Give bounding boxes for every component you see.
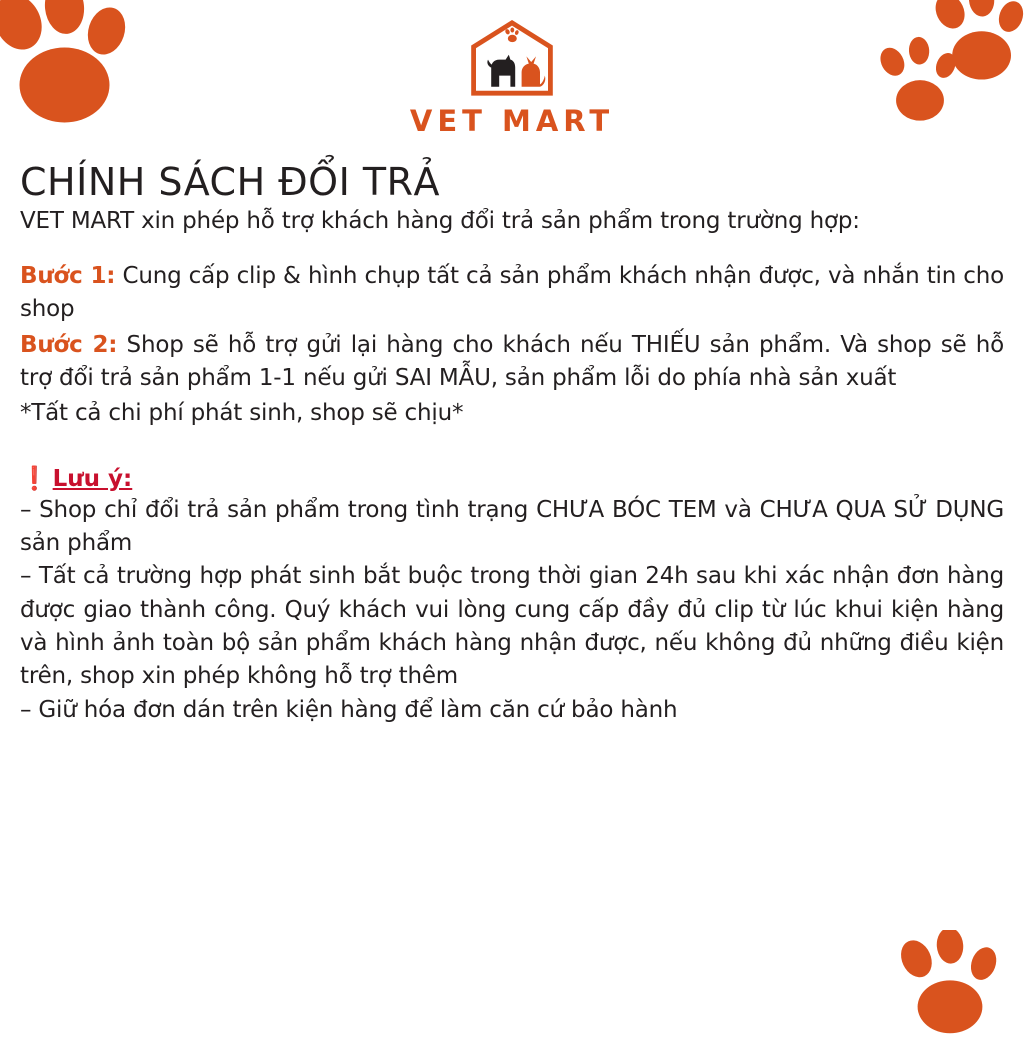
step-2-text: Shop sẽ hỗ trợ gửi lại hàng cho khách nếu THIẾU sản phẩm. Và shop sẽ hỗ trợ đổi trả sản phẩm 1-1 nếu gửi SAI MẪU, sản phẩm lỗi do phía nhà sản xuất (20, 331, 1005, 392)
note-item: – Giữ hóa đơn dán trên kiện hàng để làm căn cứ bảo hành (20, 696, 678, 723)
step-2-label: Bước 2: (20, 331, 118, 358)
brand-name: VET MART (409, 104, 615, 138)
note-item: – Shop chỉ đổi trả sản phẩm trong tình trạng CHƯA BÓC TEM và CHƯA QUA SỬ DỤNG sản phẩm (20, 496, 1004, 557)
policy-document (20, 160, 1004, 727)
step-1-label: Bước 1: (20, 263, 116, 289)
policy-subtitle: VET MART xin phép hỗ trợ khách hàng đổi trả sản phẩm trong trường hợp: (20, 208, 860, 234)
paw-print-icon-bottom-right (890, 930, 1010, 1050)
vet-mart-house-dog-cat-logo-icon (464, 18, 560, 102)
policy-step-1 (20, 260, 1004, 327)
page-title: CHÍNH SÁCH ĐỔI TRẢ (20, 160, 440, 204)
note-item: – Tất cả trường hợp phát sinh bắt buộc trong thời gian 24h sau khi xác nhận đơn hàng được giao thành công. Quý khách vui lòng cung cấp đầy đủ clip từ lúc khui kiện hàng và hình ảnh toàn bộ sản phẩm khách hàng nhận được, nếu không đủ những điều kiện trên, shop xin phép không hỗ trợ thêm (20, 563, 1004, 690)
policy-fee-note: *Tất cả chi phí phát sinh, shop sẽ chịu* (20, 400, 464, 427)
step-1-text: Cung cấp clip & hình chụp tất cả sản phẩm khách nhận được, và nhắn tin cho shop (20, 263, 1004, 323)
brand-header (0, 18, 1024, 138)
note-heading (20, 465, 1004, 492)
policy-step-2 (20, 329, 1004, 396)
exclamation-icon: ❗ (20, 465, 49, 492)
note-heading-label: Lưu ý: (52, 465, 133, 492)
